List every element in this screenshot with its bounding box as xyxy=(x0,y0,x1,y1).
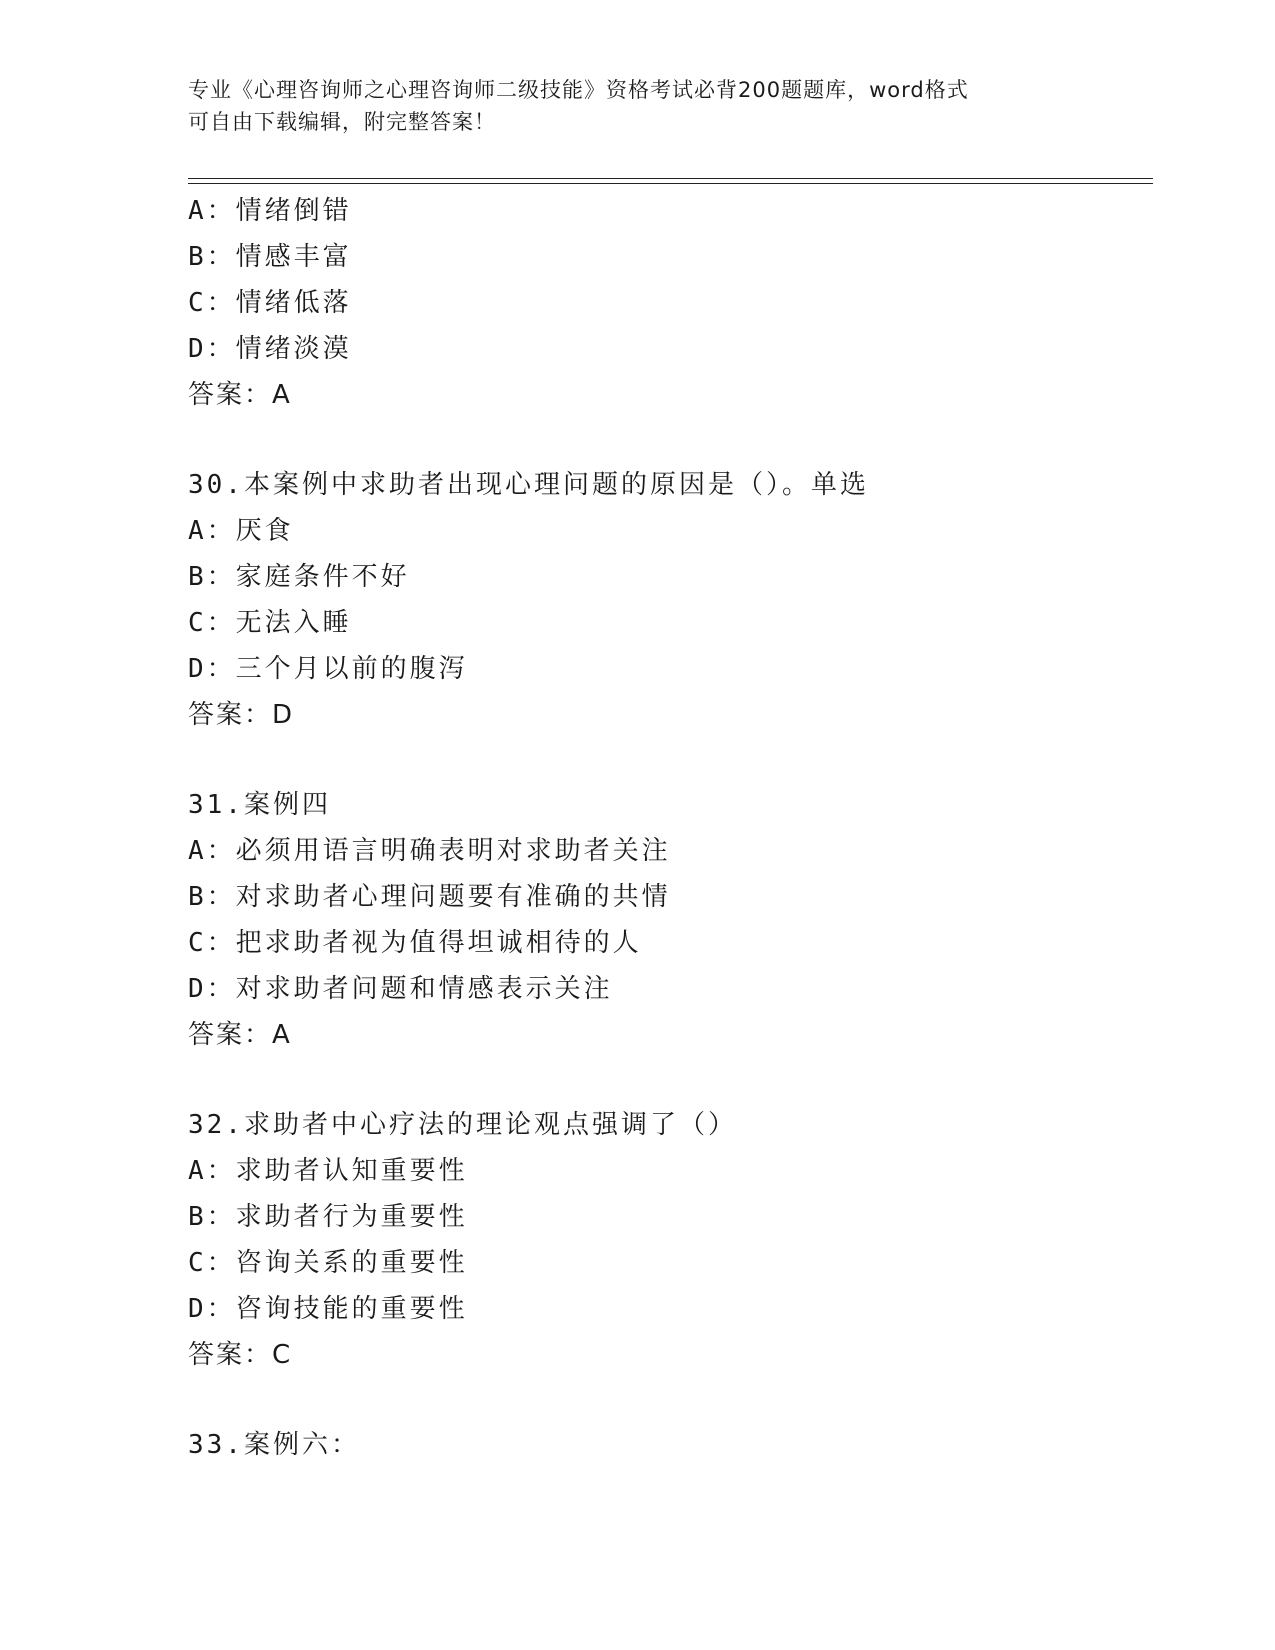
header-title-line2: 可自由下载编辑，附完整答案！ xyxy=(188,110,496,134)
spacer xyxy=(188,418,1153,462)
question-text: 31.案例四 xyxy=(188,790,331,820)
question-list xyxy=(188,188,1153,1468)
option-b: B：求助者行为重要性 xyxy=(188,1202,468,1232)
answer-line: 答案：C xyxy=(188,1340,293,1370)
question-block xyxy=(188,1422,1153,1468)
answer-line: 答案：A xyxy=(188,1020,292,1050)
question-block xyxy=(188,188,1153,418)
answer-line: 答案：D xyxy=(188,700,295,730)
option-a: A：厌食 xyxy=(188,516,294,546)
header-title-line1: 专业《心理咨询师之心理咨询师二级技能》资格考试必背200题题库，word格式 xyxy=(188,78,969,102)
header-divider-top xyxy=(188,178,1153,179)
header-divider-bottom xyxy=(188,183,1153,184)
option-a: A：必须用语言明确表明对求助者关注 xyxy=(188,836,671,866)
option-d: D：三个月以前的腹泻 xyxy=(188,654,468,684)
option-c: C：把求助者视为值得坦诚相待的人 xyxy=(188,928,642,958)
option-b: B：情感丰富 xyxy=(188,242,352,272)
question-block xyxy=(188,462,1153,738)
option-b: B：家庭条件不好 xyxy=(188,562,410,592)
document-header xyxy=(188,74,1088,138)
question-text: 33.案例六： xyxy=(188,1430,360,1460)
option-a: A：求助者认知重要性 xyxy=(188,1156,468,1186)
spacer xyxy=(188,738,1153,782)
option-d: D：情绪淡漠 xyxy=(188,334,352,364)
option-a: A：情绪倒错 xyxy=(188,196,352,226)
question-block xyxy=(188,1102,1153,1378)
question-text: 32.求助者中心疗法的理论观点强调了（） xyxy=(188,1110,737,1140)
option-d: D：对求助者问题和情感表示关注 xyxy=(188,974,613,1004)
spacer xyxy=(188,1058,1153,1102)
option-c: C：咨询关系的重要性 xyxy=(188,1248,468,1278)
answer-line: 答案：A xyxy=(188,380,292,410)
option-c: C：无法入睡 xyxy=(188,608,352,638)
question-block xyxy=(188,782,1153,1058)
option-c: C：情绪低落 xyxy=(188,288,352,318)
question-text: 30.本案例中求助者出现心理问题的原因是（）。单选 xyxy=(188,470,869,500)
option-d: D：咨询技能的重要性 xyxy=(188,1294,468,1324)
option-b: B：对求助者心理问题要有准确的共情 xyxy=(188,882,671,912)
spacer xyxy=(188,1378,1153,1422)
